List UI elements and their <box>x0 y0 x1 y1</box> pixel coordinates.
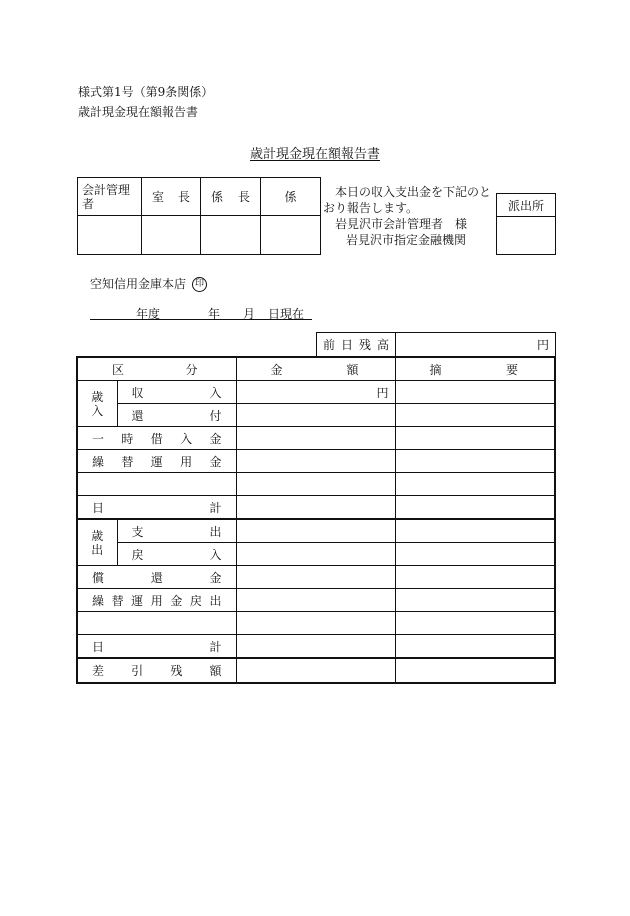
daily-total-expense-c2: 計 <box>209 639 222 654</box>
transfer-c5: 金 <box>209 454 222 469</box>
income-refund-remarks[interactable] <box>395 404 555 427</box>
header-amount-c1: 金 <box>270 362 283 377</box>
expense-group-c1: 歳 <box>91 528 104 543</box>
transfer-c1: 繰 <box>92 454 105 469</box>
income-receipt-label <box>117 381 236 404</box>
transfer-c4: 用 <box>180 454 193 469</box>
expense-payment-c1: 支 <box>131 524 144 539</box>
repayment-c1: 償 <box>92 570 105 585</box>
balance-diff-row <box>77 658 555 683</box>
date-line <box>90 305 312 320</box>
transfer-return-c2: 替 <box>111 593 124 608</box>
income-refund-c1: 還 <box>131 408 144 423</box>
approval-head-chief <box>142 178 201 216</box>
income-receipt-amount[interactable]: 円 <box>236 381 395 404</box>
transfer-return-row <box>77 589 555 612</box>
income-refund-c2: 付 <box>209 408 222 423</box>
header-category <box>77 357 236 381</box>
branch-box <box>496 193 556 255</box>
approval-head-section-chief-c2: 長 <box>237 190 250 204</box>
temp-loan-label <box>77 427 236 450</box>
income-receipt-row <box>77 381 555 404</box>
transfer-return-c7: 出 <box>209 593 222 608</box>
transfer-row <box>77 450 555 473</box>
header-row <box>77 357 555 381</box>
transfer-return-remarks[interactable] <box>395 589 555 612</box>
daily-total-expense-amount[interactable] <box>236 635 395 659</box>
transfer-amount[interactable] <box>236 450 395 473</box>
transfer-return-c1: 繰 <box>92 593 105 608</box>
repayment-amount[interactable] <box>236 566 395 589</box>
temp-loan-c3: 借 <box>150 431 163 446</box>
daily-total-income-c1: 日 <box>92 500 105 515</box>
transfer-c3: 運 <box>150 454 163 469</box>
transfer-c2: 替 <box>121 454 134 469</box>
approval-stamp-staff[interactable] <box>261 216 321 255</box>
temp-loan-c5: 金 <box>209 431 222 446</box>
expense-payment-remarks[interactable] <box>395 519 555 543</box>
approval-head-accountant <box>78 178 142 216</box>
income-receipt-remarks[interactable] <box>395 381 555 404</box>
balance-diff-label <box>77 658 236 683</box>
branch-stamp[interactable] <box>497 217 556 255</box>
document-title <box>0 143 630 162</box>
approval-head-staff: 係 <box>261 178 321 216</box>
expense-return-label <box>117 543 236 566</box>
approval-head-accountant-line1: 会計管理 <box>82 182 131 197</box>
daily-total-income-remarks[interactable] <box>395 496 555 520</box>
previous-balance <box>316 332 556 357</box>
expense-group-label <box>77 519 117 566</box>
date-fiscal-year: 年度 <box>136 307 161 321</box>
income-refund-row <box>77 404 555 427</box>
header-category-c1: 区 <box>112 362 125 377</box>
blank-income-label[interactable] <box>77 473 236 496</box>
date-day: 日現在 <box>268 307 305 321</box>
daily-total-income-amount[interactable] <box>236 496 395 520</box>
repayment-remarks[interactable] <box>395 566 555 589</box>
approval-head-accountant-line2: 者 <box>82 196 95 211</box>
blank-income-remarks[interactable] <box>395 473 555 496</box>
transfer-remarks[interactable] <box>395 450 555 473</box>
date-year: 年 <box>208 307 221 321</box>
temp-loan-c4: 入 <box>180 431 193 446</box>
header-remarks-c2: 要 <box>505 362 518 377</box>
approval-head-section-chief <box>201 178 261 216</box>
expense-return-amount[interactable] <box>236 543 395 566</box>
expense-return-c1: 戻 <box>131 547 144 562</box>
balance-diff-amount[interactable] <box>236 658 395 683</box>
balance-diff-c4: 額 <box>209 664 222 678</box>
blank-expense-label[interactable] <box>77 612 236 635</box>
balance-diff-c1: 差 <box>92 664 105 678</box>
temp-loan-remarks[interactable] <box>395 427 555 450</box>
branch-label: 派出所 <box>497 194 556 217</box>
seal-mark: 印 <box>192 277 207 292</box>
expense-payment-amount[interactable] <box>236 519 395 543</box>
income-receipt-c1: 収 <box>131 385 144 400</box>
pb-c4: 高 <box>376 338 389 352</box>
daily-total-expense-c1: 日 <box>92 639 105 654</box>
bank-name: 空知信用金庫本店 <box>90 277 187 291</box>
daily-total-expense-row <box>77 635 555 659</box>
pb-c2: 日 <box>340 338 353 352</box>
header-amount-c2: 額 <box>346 362 359 377</box>
expense-group-c2: 出 <box>91 542 104 557</box>
bank-name-line <box>90 275 207 292</box>
header-remarks <box>395 357 555 381</box>
date-month: 月 <box>243 307 256 321</box>
daily-total-expense-label <box>77 635 236 659</box>
blank-expense-amount[interactable] <box>236 612 395 635</box>
temp-loan-c1: 一 <box>92 431 105 446</box>
report-line-4: 岩見沢市指定金融機関 <box>346 233 467 247</box>
previous-balance-label <box>317 333 396 357</box>
repayment-c2: 還 <box>150 570 163 585</box>
approval-stamp-section-chief[interactable] <box>201 216 261 255</box>
temp-loan-c2: 時 <box>121 431 134 446</box>
transfer-return-amount[interactable] <box>236 589 395 612</box>
income-receipt-c2: 入 <box>209 385 222 400</box>
expense-return-remarks[interactable] <box>395 543 555 566</box>
expense-payment-row <box>77 519 555 543</box>
temp-loan-amount[interactable] <box>236 427 395 450</box>
header-remarks-c1: 摘 <box>429 362 442 377</box>
transfer-return-label <box>77 589 236 612</box>
transfer-return-c3: 運 <box>131 593 144 608</box>
approval-stamp-chief[interactable] <box>142 216 201 255</box>
pb-c3: 残 <box>358 338 371 352</box>
daily-total-income-label <box>77 496 236 520</box>
report-line-1: 本日の収入支出金を下記のと <box>335 185 492 199</box>
blank-income-amount[interactable] <box>236 473 395 496</box>
report-statement <box>323 184 491 248</box>
transfer-return-c6: 戻 <box>189 593 202 608</box>
repayment-row <box>77 566 555 589</box>
header-amount <box>236 357 395 381</box>
daily-total-expense-remarks[interactable] <box>395 635 555 659</box>
transfer-return-c4: 用 <box>150 593 163 608</box>
blank-expense-remarks[interactable] <box>395 612 555 635</box>
blank-expense-row <box>77 612 555 635</box>
form-name: 歳計現金現在額報告書 <box>78 105 199 119</box>
daily-total-income-c2: 計 <box>209 500 222 515</box>
repayment-label <box>77 566 236 589</box>
income-group-c2: 入 <box>91 403 104 418</box>
income-group-label <box>77 381 117 427</box>
expense-return-row <box>77 543 555 566</box>
report-line-2: おり報告します。 <box>323 201 419 215</box>
balance-diff-c3: 残 <box>170 664 183 678</box>
expense-payment-c2: 出 <box>209 524 222 539</box>
document-title-text: 歳計現金現在額報告書 <box>249 147 380 162</box>
daily-total-income-row <box>77 496 555 520</box>
expense-return-c2: 入 <box>209 547 222 562</box>
expense-payment-label <box>117 519 236 543</box>
repayment-c3: 金 <box>209 570 222 585</box>
ledger-table <box>76 356 556 684</box>
approval-head-section-chief-c1: 係 <box>211 190 224 204</box>
approval-head-chief-c2: 長 <box>177 190 190 204</box>
income-group-c1: 歳 <box>91 389 104 404</box>
header-category-c2: 分 <box>185 362 198 377</box>
balance-diff-c2: 引 <box>131 664 144 678</box>
transfer-return-c5: 金 <box>170 593 183 608</box>
temp-loan-row <box>77 427 555 450</box>
blank-income-row <box>77 473 555 496</box>
balance-diff-remarks[interactable] <box>395 658 555 683</box>
previous-balance-amount[interactable]: 円 <box>396 333 556 357</box>
pb-c1: 前 <box>323 338 336 352</box>
approval-head-chief-c1: 室 <box>152 190 165 204</box>
income-refund-amount[interactable] <box>236 404 395 427</box>
form-number: 様式第1号（第9条関係） <box>78 85 214 99</box>
approval-table <box>77 177 321 255</box>
approval-stamp-accountant[interactable] <box>78 216 142 255</box>
transfer-label <box>77 450 236 473</box>
report-line-3: 岩見沢市会計管理者 様 <box>335 217 468 231</box>
income-refund-label <box>117 404 236 427</box>
